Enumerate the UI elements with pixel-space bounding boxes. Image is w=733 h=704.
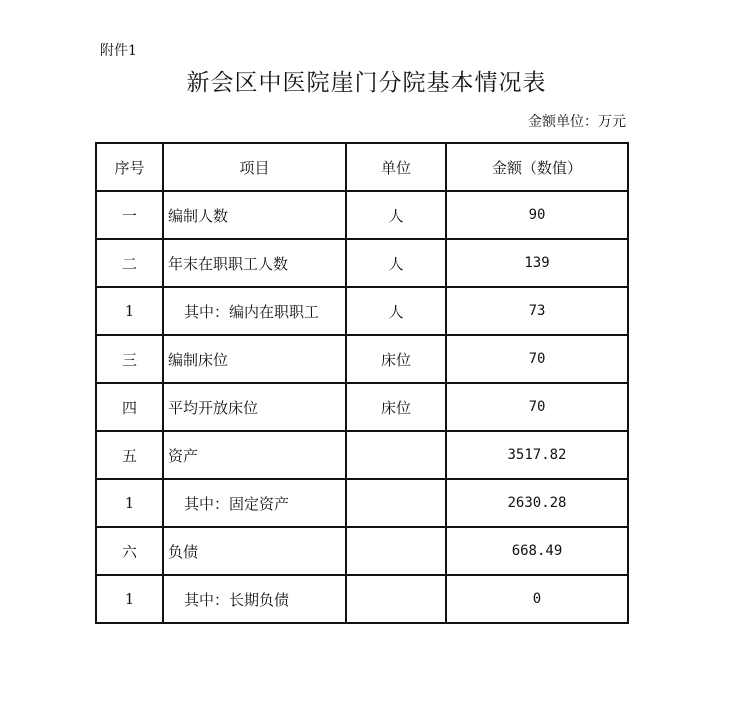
header-amount: 金额（数值） [446,143,628,191]
cell-amount: 70 [446,383,628,431]
cell-item: 年末在职职工人数 [163,239,346,287]
cell-seq: 1 [96,479,163,527]
cell-seq: 四 [96,383,163,431]
amount-unit-note: 金额单位：万元 [528,114,626,130]
cell-amount: 668.49 [446,527,628,575]
cell-item: 负债 [163,527,346,575]
cell-seq: 1 [96,575,163,623]
cell-item: 编制人数 [163,191,346,239]
cell-unit: 人 [346,287,446,335]
header-unit: 单位 [346,143,446,191]
attachment-label: 附件1 [100,43,137,59]
cell-seq: 1 [96,287,163,335]
cell-unit: 人 [346,191,446,239]
cell-unit [346,431,446,479]
table-header-row [96,143,628,191]
cell-seq: 一 [96,191,163,239]
cell-unit: 床位 [346,383,446,431]
hospital-info-table [95,142,629,624]
table-row [96,479,628,527]
cell-item: 其中：长期负债 [163,575,346,623]
cell-unit [346,527,446,575]
table-row [96,287,628,335]
table-row [96,383,628,431]
cell-amount: 73 [446,287,628,335]
cell-item: 编制床位 [163,335,346,383]
cell-item: 其中：编内在职职工 [163,287,346,335]
cell-amount: 139 [446,239,628,287]
cell-amount: 0 [446,575,628,623]
cell-seq: 二 [96,239,163,287]
cell-item: 平均开放床位 [163,383,346,431]
cell-unit [346,479,446,527]
cell-unit: 人 [346,239,446,287]
cell-amount: 70 [446,335,628,383]
table-row [96,335,628,383]
cell-amount: 2630.28 [446,479,628,527]
cell-item: 其中：固定资产 [163,479,346,527]
cell-amount: 90 [446,191,628,239]
cell-amount: 3517.82 [446,431,628,479]
cell-seq: 三 [96,335,163,383]
header-seq: 序号 [96,143,163,191]
table-row [96,431,628,479]
cell-seq: 五 [96,431,163,479]
table-row [96,527,628,575]
table-row [96,239,628,287]
cell-seq: 六 [96,527,163,575]
table-row [96,191,628,239]
cell-item: 资产 [163,431,346,479]
cell-unit [346,575,446,623]
header-item: 项目 [163,143,346,191]
cell-unit: 床位 [346,335,446,383]
document-title: 新会区中医院崖门分院基本情况表 [186,70,547,96]
table-row [96,575,628,623]
